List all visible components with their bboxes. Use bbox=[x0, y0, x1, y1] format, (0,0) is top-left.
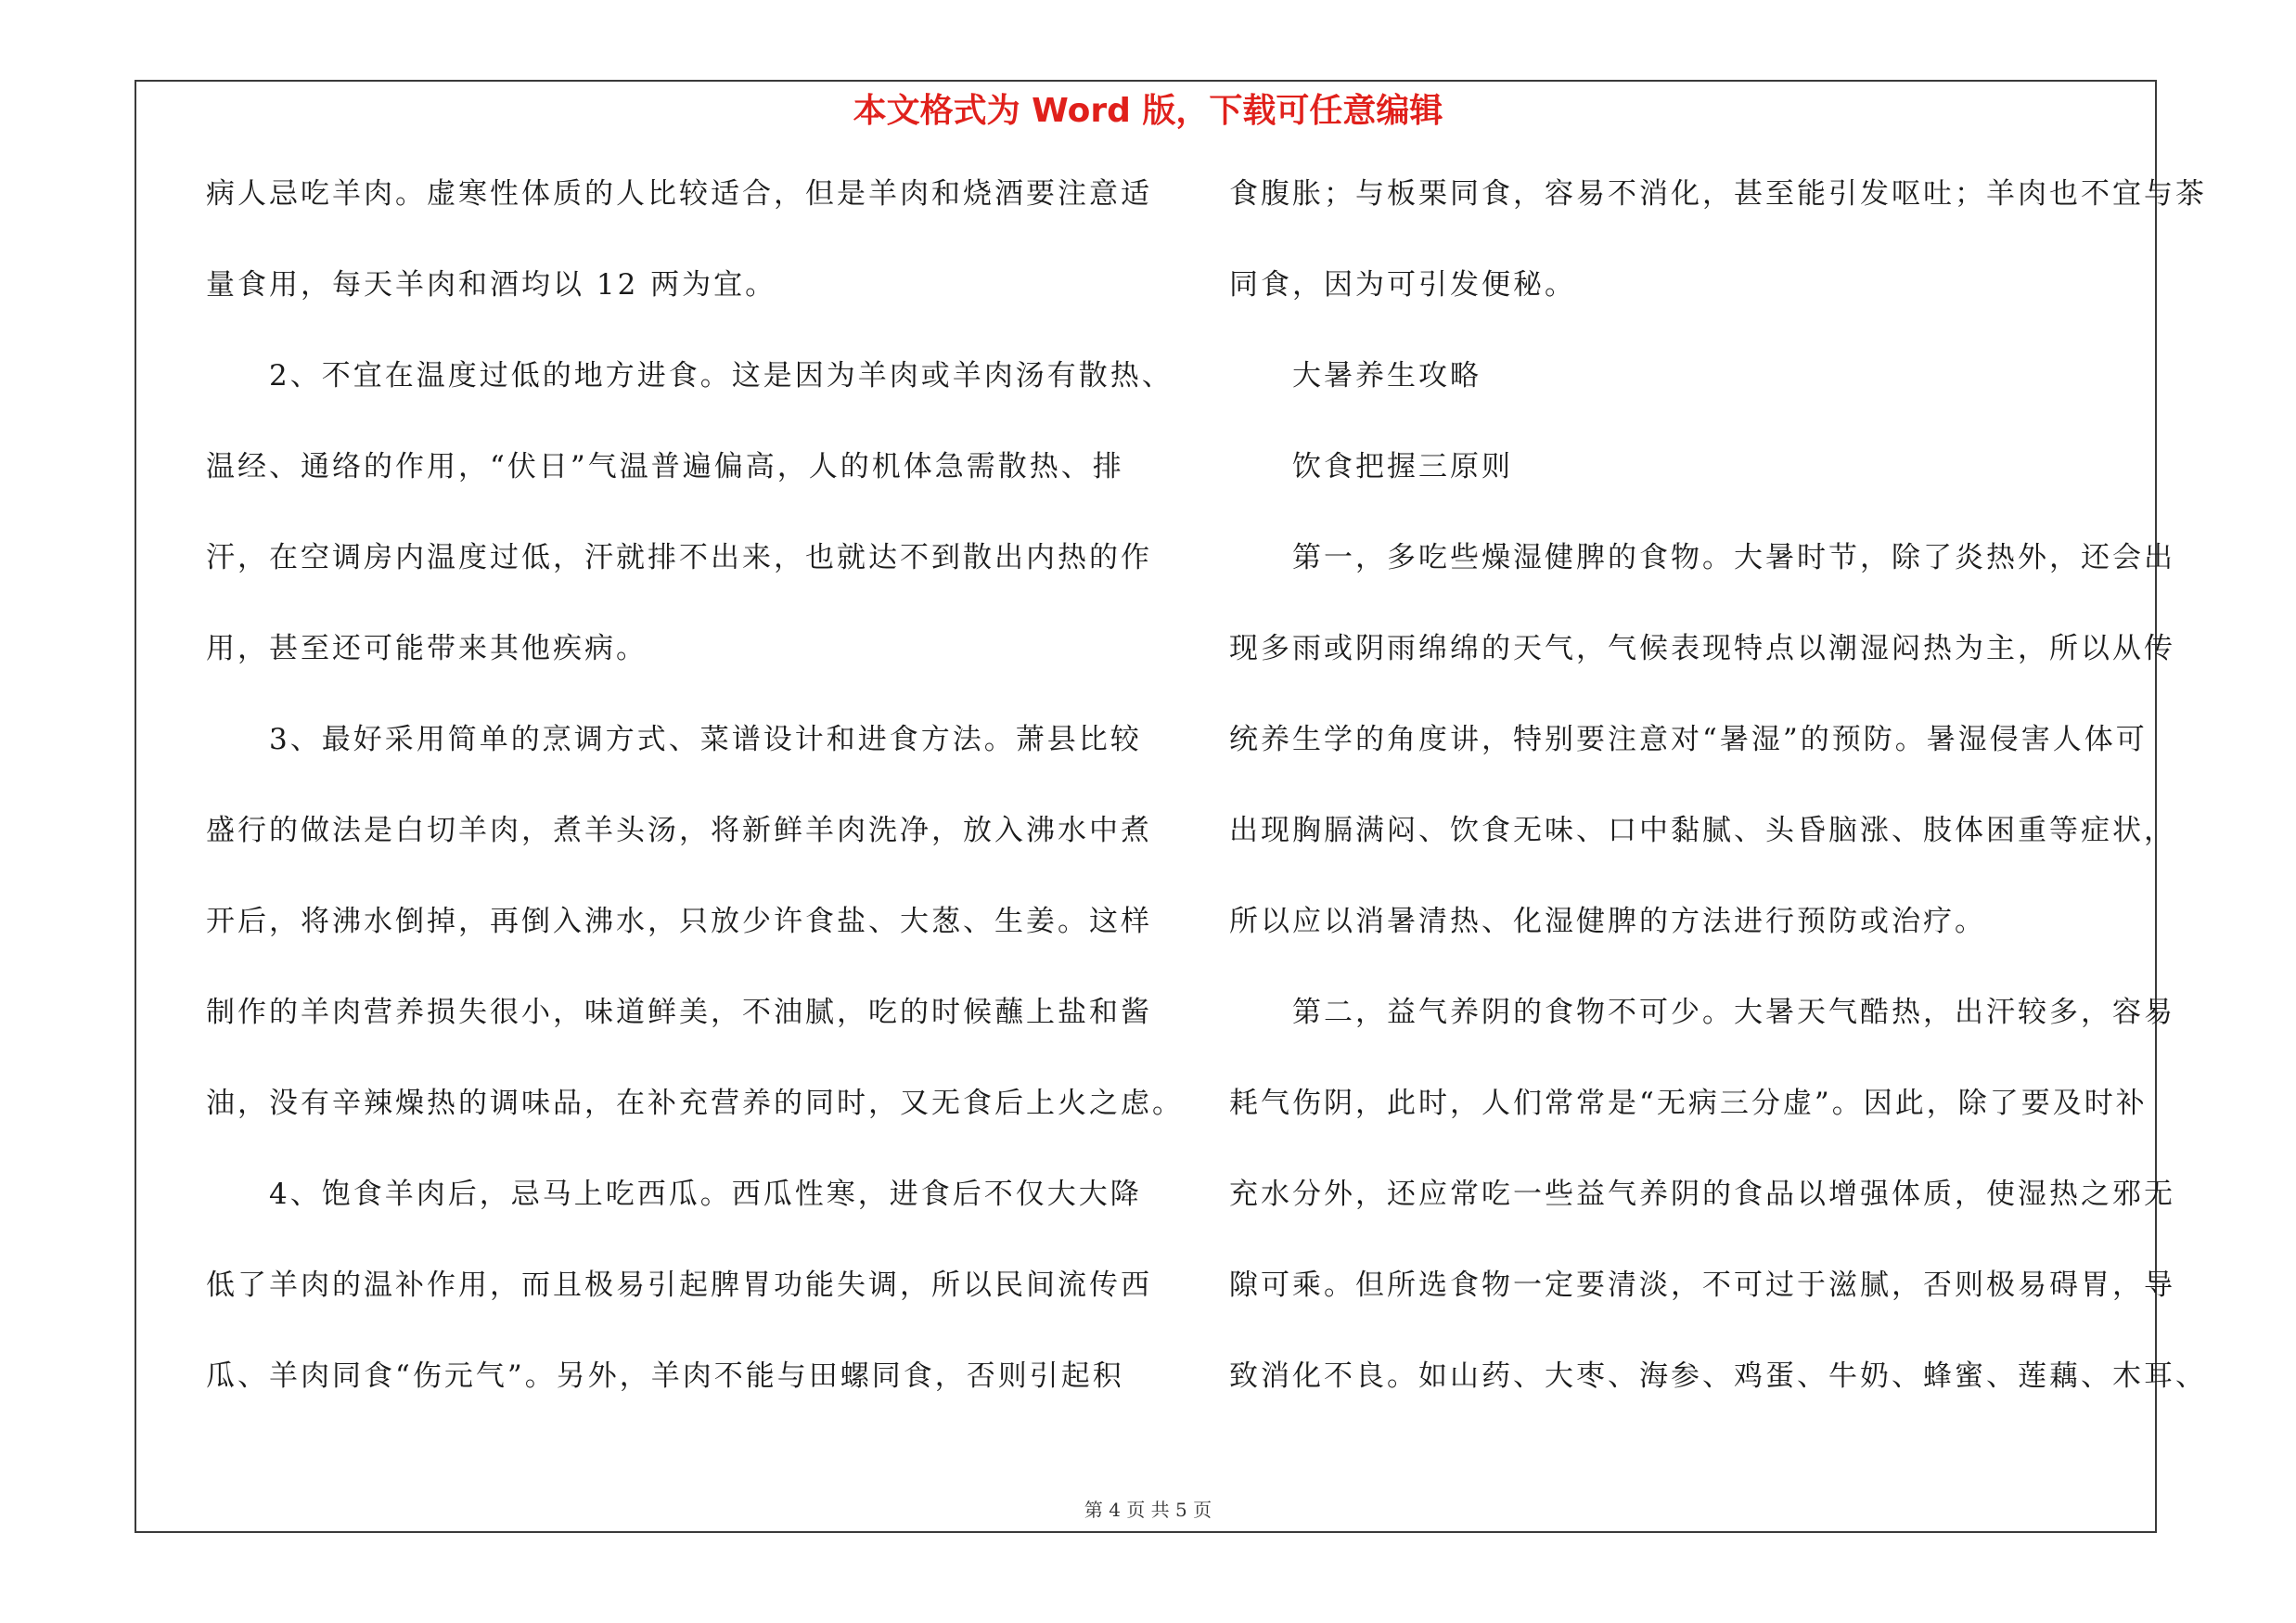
header-banner: 本文格式为 Word 版，下载可任意编辑 bbox=[853, 92, 1443, 130]
text-line: 汗，在空调房内温度过低，汗就排不出来，也就达不到散出内热的作 bbox=[206, 541, 1152, 574]
text-line: 第二，益气养阴的食物不可少。大暑天气酷热，出汗较多，容易 bbox=[1229, 996, 2175, 1029]
text-line: 耗气伤阴，此时，人们常常是“无病三分虚”。因此，除了要及时补 bbox=[1229, 1087, 2148, 1120]
page-number-footer: 第 4 页 共 5 页 bbox=[1084, 1499, 1212, 1521]
text-line: 充水分外，还应常吃一些益气养阴的食品以增强体质，使湿热之邪无 bbox=[1229, 1178, 2175, 1211]
text-line: 2、不宜在温度过低的地方进食。这是因为羊肉或羊肉汤有散热、 bbox=[206, 359, 1174, 393]
left-text-column bbox=[206, 176, 1184, 1449]
text-line: 盛行的做法是白切羊肉，煮羊头汤，将新鲜羊肉洗净，放入沸水中煮 bbox=[206, 814, 1152, 847]
text-line: 油，没有辛辣燥热的调味品，在补充营养的同时，又无食后上火之虑。 bbox=[206, 1087, 1184, 1120]
text-line: 用，甚至还可能带来其他疾病。 bbox=[206, 632, 648, 665]
text-line: 出现胸膈满闷、饮食无味、口中黏腻、头昏脑涨、肢体困重等症状， bbox=[1229, 814, 2175, 847]
text-line: 3、最好采用简单的烹调方式、菜谱设计和进食方法。萧县比较 bbox=[206, 723, 1142, 756]
text-line: 现多雨或阴雨绵绵的天气，气候表现特点以潮湿闷热为主，所以从传 bbox=[1229, 632, 2175, 665]
text-line: 第一，多吃些燥湿健脾的食物。大暑时节，除了炎热外，还会出 bbox=[1229, 541, 2175, 574]
text-line: 致消化不良。如山药、大枣、海参、鸡蛋、牛奶、蜂蜜、莲藕、木耳、 bbox=[1229, 1359, 2207, 1393]
text-line: 低了羊肉的温补作用，而且极易引起脾胃功能失调，所以民间流传西 bbox=[206, 1269, 1152, 1302]
text-line: 温经、通络的作用，“伏日”气温普遍偏高，人的机体急需散热、排 bbox=[206, 450, 1124, 483]
text-line: 所以应以消暑清热、化湿健脾的方法进行预防或治疗。 bbox=[1229, 905, 1986, 938]
text-line: 病人忌吃羊肉。虚寒性体质的人比较适合，但是羊肉和烧酒要注意适 bbox=[206, 177, 1152, 211]
text-line: 隙可乘。但所选食物一定要清淡，不可过于滋腻，否则极易碍胃，导 bbox=[1229, 1269, 2175, 1302]
section-subheading: 饮食把握三原则 bbox=[1229, 450, 1513, 483]
text-line: 同食，因为可引发便秘。 bbox=[1229, 268, 1576, 302]
text-line: 食腹胀；与板栗同食，容易不消化，甚至能引发呕吐；羊肉也不宜与茶 bbox=[1229, 177, 2207, 211]
text-line: 制作的羊肉营养损失很小，味道鲜美，不油腻，吃的时候蘸上盐和酱 bbox=[206, 996, 1152, 1029]
text-line: 瓜、羊肉同食“伤元气”。另外，羊肉不能与田螺同食，否则引起积 bbox=[206, 1359, 1124, 1393]
text-line: 开后，将沸水倒掉，再倒入沸水，只放少许食盐、大葱、生姜。这样 bbox=[206, 905, 1152, 938]
text-line: 统养生学的角度讲，特别要注意对“暑湿”的预防。暑湿侵害人体可 bbox=[1229, 723, 2148, 756]
section-heading: 大暑养生攻略 bbox=[1229, 359, 1481, 393]
text-line: 4、饱食羊肉后，忌马上吃西瓜。西瓜性寒，进食后不仅大大降 bbox=[206, 1178, 1142, 1211]
right-text-column bbox=[1229, 176, 2207, 1449]
text-line: 量食用，每天羊肉和酒均以 12 两为宜。 bbox=[206, 268, 777, 302]
